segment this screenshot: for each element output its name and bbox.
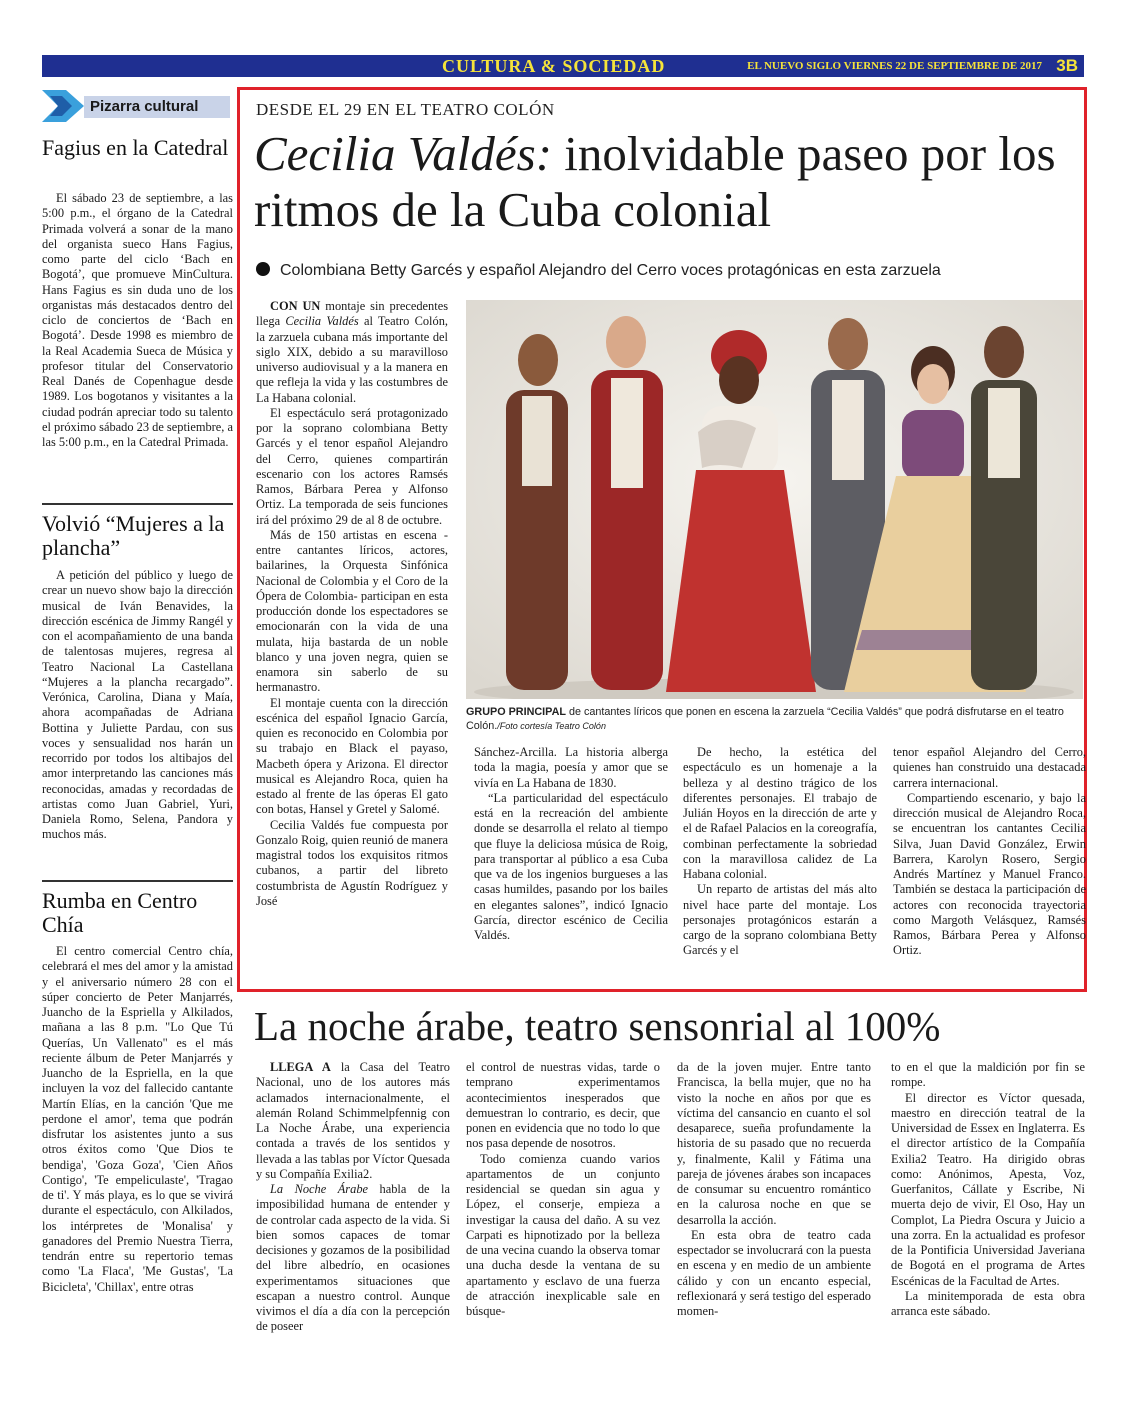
title-em: Cecilia Valdés xyxy=(285,314,359,329)
text: la Casa del Teatro Nacional, uno de los autores más aclamados internacionalmente, el alemán Roland Schimmelpfennig con La Noche Árabe, una experiencia contada a través de los sentidos y llevada a las tablas por Víctor Quesada y su Compañía Exilia2. xyxy=(256,1060,450,1181)
headline-rest: inolvidable paseo por los ritmos de la Cuba colonial xyxy=(254,126,1056,237)
paragraph: to en el que la maldición por fin se rompe. xyxy=(891,1060,1085,1090)
article-column xyxy=(474,745,668,943)
lead-in: LLEGA A xyxy=(270,1060,331,1074)
cast-photo xyxy=(466,300,1083,699)
paragraph: El director es Víctor quesada, maestro en dirección teatral de la Universidad de Essex en Inglaterra. Es el director artístico de la Compañía Exilia2 Teatro. Ha dirigido obras como: Anónimos, Apesta, Voz, Guerfanitos, Cállate y Escribe, Ni muerta dejo de vivir, El Oso, Hay un Complot, La Piedra Oscura y Juicio a una zorra. En la actualidad es profesor de la Pontificia Universidad Javeriana de Bogotá en el programa de Artes Escénicas de la Facultad de Artes. xyxy=(891,1090,1085,1288)
article-column xyxy=(256,299,448,909)
paragraph: Compartiendo escenario, y bajo la dirección musical de Alejandro Roca, se encuentran los cantantes Cecilia Silva, Juan David González, Erwin Barrera, Karolyn Rosero, Sergio Andrés Martínez y Manuel Franco. También se destaca la participación de actores con reconocida trayectoria como Margoth Velásquez, Ramsés Ramos, Bárbara Perea y Alfonso Ortiz. xyxy=(893,790,1086,958)
text: montaje sin precedentes llega xyxy=(256,299,449,329)
cast-photo-illustration xyxy=(466,300,1083,699)
sidebar-item-title: Fagius en la Catedral xyxy=(42,135,229,160)
article-headline: La noche árabe, teatro sensonrial al 100% xyxy=(254,1003,941,1049)
caption-lead: GRUPO PRINCIPAL xyxy=(466,706,566,718)
sidebar-item-body: El sábado 23 de septiembre, a las 5:00 p.m., el órgano de la Catedral Primada volverá a sonar de la mano del organista sueco Hans Fagius, como parte del ciclo ‘Bach en Bogotá’, que promueve MinCultura. Hans Fagius es sin duda uno de los organistas más destacados dentro del ciclo de conciertos de ‘Bach en Bogotá’. Desde 1998 es miembro de la Real Academia Sueca de Música y profesor titular del Conservatorio Real Danés de Copenhague desde 1989. Los bogotanos y visitantes a la ciudad podrán apreciar todo su talento el próximo sábado 23 de septiembre, a las 5:00 p.m., en la Catedral Primada. xyxy=(42,191,233,449)
article-headline xyxy=(254,126,1084,238)
issue-date: EL NUEVO SIGLO VIERNES 22 DE SEPTIEMBRE DE 2017 xyxy=(747,60,1042,72)
article-column xyxy=(466,1060,660,1319)
pizarra-cultural-tag xyxy=(40,88,230,124)
sidebar-item-title: Rumba en Centro Chía xyxy=(42,888,198,937)
article-column xyxy=(677,1060,871,1319)
divider xyxy=(42,503,233,505)
subhead-text: Colombiana Betty Garcés y español Alejandro del Cerro voces protagónicas en esta zarzuela xyxy=(280,262,941,279)
text: habla de la imposibilidad humana de entender y de controlar cada aspecto de la vida. Si bien somos capaces de tomar decisiones y gozamos de la posibilidad del libre albedrío, en ocasiones experimentamos situaciones que escapan a nuestro control. Aunque vivimos el día a día con la percepción de poseer xyxy=(256,1182,451,1334)
article-column xyxy=(891,1060,1085,1319)
title-em: La Noche Árabe xyxy=(270,1182,369,1196)
paragraph: el control de nuestras vidas, tarde o temprano experimentamos acontecimientos inesperados que demuestran lo contrario, es decir, que ponen en evidencia que no todo lo que nos pasa depende de nosotros. xyxy=(466,1060,660,1151)
bullet-dot-icon xyxy=(256,262,270,276)
paragraph: La minitemporada de esta obra arranca este sábado. xyxy=(891,1288,1085,1318)
paragraph: En esta obra de teatro cada espectador se involucrará con la puesta en escena y en medio de un ambiente cálido y con un encanto especial, reflexionará y será testigo del esperado momen- xyxy=(677,1227,871,1318)
text: al Teatro Colón, la zarzuela cubana más importante del siglo XIX, debido a su maravilloso universo audiovisual y a la manera en que refleja la vida y las costumbres de La Habana colonial. xyxy=(256,314,448,405)
article-column xyxy=(893,745,1086,959)
article-subhead xyxy=(256,261,941,281)
paragraph: El montaje cuenta con la dirección escénica del español Ignacio García, quien es reconocido en Colombia por su trabajo en Black el payaso, Macbeth ópera y Arizona. El director musical es Alejandro Roca, quien ha estado al frente de las óperas El gato con botas, Hansel y Gretel y Salomé. xyxy=(256,695,448,817)
article-column xyxy=(256,1060,450,1335)
paragraph: Más de 150 artistas en escena -entre cantantes líricos, actores, bailarines, la Orquesta Sinfónica Nacional de Colombia y el Coro de la Ópera de Colombia- participan en esta producción donde los espectadores se emocionarán con la vida de una mulata, hija bastarda de un noble blanco y una joven negra, quien se enamora sin saberlo de su hermanastro. xyxy=(256,527,448,695)
paragraph: tenor español Alejandro del Cerro, quienes han construido una destacada carrera internacional. xyxy=(893,745,1086,790)
section-header-bar xyxy=(42,55,1084,77)
article-column xyxy=(683,745,877,959)
sidebar-item-title: Volvió “Mujeres a la plancha” xyxy=(42,511,225,560)
sidebar-item-body: El centro comercial Centro chía, celebrará el mes del amor y la amistad y el aniversario número 28 con el súper concierto de Peter Manjarrés, Juancho de la Espriella y Alkilados, mañana a las 8 p.m. "Lo Que Tú Querías, Un Vallenato" es el más reciente álbum de Peter Manjarrés y Juancho de la Espriella, en la que incluyen la voz del fallecido cantante Martín Elías, en la canción 'Que me perdone el amor', tema que podrán disfrutar los asistentes junto a sus otros éxitos como 'Que Dios te bendiga', 'Goza Goza', 'Cien Años Contigo', 'Te empeliculaste', 'Tragao de ti'. Y más playa, es lo que se vivirá durante el espectáculo, con Alkilados, los intérpretes de 'Monalisa' y ganadores del Premio Nuestra Tierra, tendrán entre su repertorio temas como 'La Flaca', 'Me Gustas', 'La Bicicleta', 'Chillax', entre otras xyxy=(42,944,233,1294)
paragraph: El espectáculo será protagonizado por la soprano colombiana Betty Garcés y el tenor español Alejandro del Cerro, quienes compartirán escenario con los actores Ramsés Ramos, Bárbara Perea y Alfonso Ortiz. La temporada de seis funciones irá del próximo 29 de al 8 de octubre. xyxy=(256,405,448,527)
photo-credit: /Foto cortesía Teatro Colón xyxy=(497,721,606,731)
paragraph: De hecho, la estética del espectáculo es un homenaje a la belleza y al destino trágico de los diferentes personajes. El trabajo de Julián Hoyos en la dirección de arte y el de Rafael Palacios en la coreografía, combinan perfectamente la sobriedad con la maravillosa calidez de La Habana colonial. xyxy=(683,745,877,881)
caption-text: de cantantes líricos que ponen en escena la zarzuela “Cecilia Valdés” que podrá disfrutarse en el teatro Colón. xyxy=(466,706,1064,732)
section-title: CULTURA & SOCIEDAD xyxy=(442,56,666,76)
lead-in: CON UN xyxy=(270,299,321,313)
pizarra-arrow-icon xyxy=(40,88,90,124)
sidebar-item-body: A petición del público y luego de crear un nuevo show bajo la dirección musical de Iván Benavides, la dirección escénica de Jimmy Rangél y con el acompañamiento de una banda de talentosas mujeres, regresa al Teatro Nacional La Castellana “Mujeres a la plancha recargado”. Verónica, Carolina, Diana y Maía, ahora acompañadas de Adriana Bottina y Juliette Pardau, con sus voces y sensualidad nos harán un recorrido por todos los altibajos del amor interpretando las canciones más reconocidas, amadas y recordadas de artistas como Juan Gabriel, Yuri, Daniela Romo, Selena, Pandora y muchos más. xyxy=(42,568,233,842)
paragraph: Cecilia Valdés fue compuesta por Gonzalo Roig, quien reunió de manera magistral todos los exquisitos ritmos cubanos, a partir del libreto costumbrista de Agustín Rodríguez y José xyxy=(256,817,448,908)
paragraph: Todo comienza cuando varios apartamentos de un conjunto residencial se quedan sin agua y López, el conserje, empieza a investigar la causa del daño. A su vez Carpati es hipnotizado por la belleza de una vecina cuando la observa tomar una ducha desde la ventana de su apartamento y esclavo de una fuerza de atracción inexplicable sale en búsque- xyxy=(466,1151,660,1318)
headline-italic: Cecilia Valdés: xyxy=(254,126,553,181)
paragraph: da de la joven mujer. Entre tanto Francisca, la bella mujer, que no ha visto la noche en años por que es víctima del cansancio en cuanto el sol desaparece, sueña profundamente la historia de su pasado que no recuerda y, finalmente, Kalil y Fátima una pareja de jóvenes árabes son incapaces de consumar su encuentro romántico en la calurosa noche en que se desarrolla la acción. xyxy=(677,1060,871,1227)
paragraph: Un reparto de artistas del más alto nivel hace parte del montaje. Los personajes protagónicos estarán a cargo de la soprano colombiana Betty Garcés y el xyxy=(683,882,877,958)
paragraph: “La particularidad del espectáculo está en la recreación del ambiente donde se desarrolla el relato al tiempo que fluye la deliciosa música de Roig, para transportar al público a esa Cuba que va de los ingenios burgueses a las casas humildes, pasando por los bailes en elegantes salones”, indicó Ignacio García, director escénico de Cecilia Valdés. xyxy=(474,790,668,942)
pizarra-label: Pizarra cultural xyxy=(84,96,230,118)
photo-caption xyxy=(466,705,1083,733)
divider xyxy=(42,880,233,882)
article-kicker: DESDE EL 29 EN EL TEATRO COLÓN xyxy=(256,100,555,119)
paragraph: Sánchez-Arcilla. La historia alberga toda la magia, poesía y amor que se vivía en La Habana de 1830. xyxy=(474,745,668,790)
page-number: 3B xyxy=(1056,56,1078,75)
